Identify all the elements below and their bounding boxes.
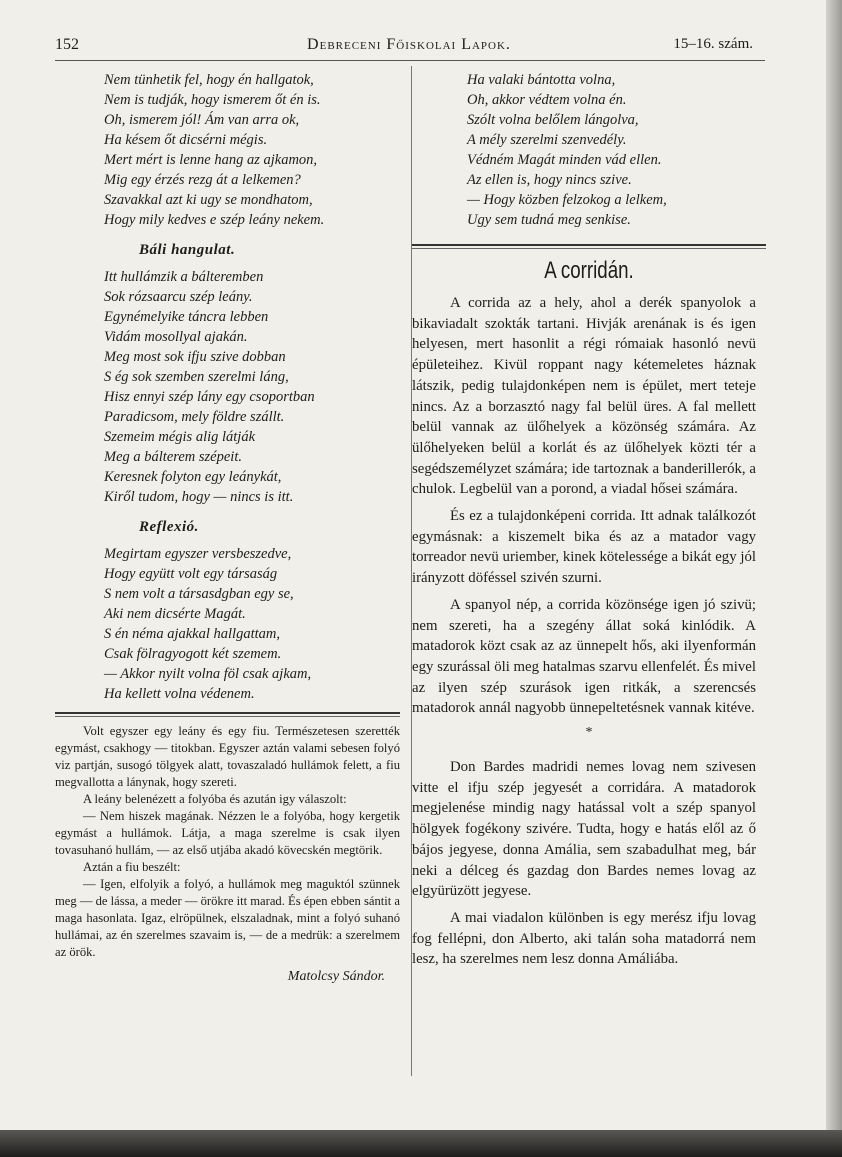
- poem-line: Ugy sem tudná meg senkise.: [467, 212, 631, 228]
- article-body-b: [412, 757, 766, 970]
- issue-number: 15–16. szám.: [673, 36, 753, 52]
- article-paragraph: És ez a tulajdonképeni corrida. Itt adnak találkozót egymásnak: a kiszemelt bika és az a matador vagy torreador nevü uriember, kinek kötelessége a bikát egy jól irányzott döféssel szivén szurni.: [412, 508, 756, 587]
- poem-title-bali-hangulat: Báli hangulat.: [139, 242, 236, 258]
- poem-line: Oh, akkor védtem volna én.: [467, 92, 627, 108]
- poem-line: Vidám mosollyal ajakán.: [104, 329, 248, 345]
- poem-line: Hogy együtt volt egy társaság: [104, 566, 278, 582]
- poem-line: Mert mért is lenne hang az ajkamon,: [104, 152, 318, 168]
- poem-line: Szólt volna belőlem lángolva,: [467, 112, 639, 128]
- page-number: 152: [55, 36, 79, 53]
- poem-line: Kiről tudom, hogy — nincs is itt.: [104, 489, 294, 505]
- section-rule-thin: [55, 716, 400, 717]
- poem-reflexio: [55, 544, 400, 704]
- poem-line: — Akkor nyilt volna föl csak ajkam,: [104, 666, 312, 682]
- section-rule: [55, 712, 400, 714]
- poem-line: Nem is tudják, hogy ismerem őt én is.: [104, 92, 321, 108]
- page-edge-bottom: [0, 1130, 842, 1157]
- poem-line: Keresnek folyton egy leánykát,: [104, 469, 282, 485]
- article-paragraph: A mai viadalon különben is egy merész ifju lovag fog fellépni, don Alberto, aki talán soha matadorrá nem lesz, ha szerelmes nem lesz donna Amáliába.: [412, 909, 756, 968]
- poem-line: Aki nem dicsérte Magát.: [104, 606, 246, 622]
- poem-line: Csak fölragyogott két szemem.: [104, 646, 282, 662]
- page-header: [55, 36, 763, 60]
- poem-line: S nem volt a társasdgban egy se,: [104, 586, 294, 602]
- article-paragraph: A spanyol nép, a corrida közönsége igen jó szivü; nem szereti, ha a szegény állat soká kinlódik. A matadorok közt csak az az ünnepelt hős, aki ilyenformán egy szurással öli meg hatalmas szarvu ellenfelét. És mivel az ilyen szép szurások igen ritkák, a szerencsés matadorok annál nagyobb ünnepeltetésnek vannak kitéve.: [412, 596, 756, 717]
- page-edge-right: [826, 0, 842, 1157]
- poem-line: Ha késem őt dicsérni mégis.: [104, 132, 268, 148]
- poem-line: A mély szerelmi szenvedély.: [467, 132, 627, 148]
- poem-line: Itt hullámzik a bálteremben: [104, 269, 264, 285]
- poem-line: Szavakkal azt ki ugy se mondhatom,: [104, 192, 313, 208]
- poem-line: Megirtam egyszer versbeszedve,: [104, 546, 292, 562]
- poem-bali-hangulat: [55, 267, 400, 507]
- poem-line: Az ellen is, hogy nincs szive.: [467, 172, 632, 188]
- story-paragraph: Aztán a fiu beszélt:: [83, 860, 181, 874]
- poem-line: Szemeim mégis alig látják: [104, 429, 256, 445]
- header-rule: [55, 60, 765, 61]
- poem-line: Nem tünhetik fel, hogy én hallgatok,: [104, 72, 314, 88]
- journal-title: Debreceni Főiskolai Lapok.: [307, 36, 511, 53]
- article-title: A corridán.: [544, 257, 634, 284]
- story-paragraph: A leány belenézett a folyóba és azután igy válaszolt:: [83, 792, 347, 806]
- story-text: [55, 723, 400, 961]
- story-paragraph: — Nem hiszek magának. Nézzen le a folyóba, hogy kergetik egymást a hullámok. Látja, a maga szerelme is csak ilyen tovasuhanó hullám, — az első utjába akadó kövecskén megtörik.: [55, 809, 400, 857]
- poem-line: Paradicsom, mely földre szállt.: [104, 409, 285, 425]
- poem-line: Oh, ismerem jól! Ám van arra ok,: [104, 112, 300, 128]
- section-rule-right-thin: [412, 248, 766, 249]
- author-signature: Matolcsy Sándor.: [287, 969, 385, 984]
- poem-line: Hisz ennyi szép lány egy csoportban: [104, 389, 315, 405]
- poem-continued-right: [412, 70, 766, 230]
- right-column: [412, 70, 766, 970]
- poem-line: Hogy mily kedves e szép leány nekem.: [104, 212, 325, 228]
- section-rule-right: [412, 244, 766, 246]
- article-paragraph: Don Bardes madridi nemes lovag nem szivesen vitte el ifju szép jegyesét a corridára. A matadorok megjelenése mindig nagy hatással volt a szép spanyol hölgyek fogékony szivére. Tudta, hogy e hatás elől az ő bájos jegyese, donna Amália, sem szabadulhat meg, bár neki a délceg és gazdag don Bardes nemes lovag az elgyürüzött jegyese.: [412, 759, 756, 900]
- poem-title-reflexio: Reflexió.: [139, 519, 199, 535]
- poem-line: Egynémelyike táncra lebben: [104, 309, 269, 325]
- article-body-a: [412, 293, 766, 719]
- poem-line: Ha kellett volna védenem.: [104, 686, 255, 702]
- poem-line: S ég sok szemben szerelmi láng,: [104, 369, 289, 385]
- article-paragraph: A corrida az a hely, ahol a derék spanyolok a bikaviadalt szokták tartani. Hivják arenának is és igen helyesen, mert hasonlit a régi rómaiak hasonló nevü épületeihez. Kivül roppant nagy kétemeletes háznak látszik, pedig tulajdonképen nem is épület, mert teteje nincs. Az a borzasztó nagy fal belül üres. A fal mellett belül vannak az ülőhelyek a közönség számára. Az ülőhelyeken belül a korlát és az ülőhelyek közti tér a segédszemélyzet számára; ide tartoznak a banderillerók, a chulok. Legbelül van a porond, a viadal hősei számára.: [412, 295, 756, 498]
- poem-line: S én néma ajakkal hallgattam,: [104, 626, 280, 642]
- poem-line: Ha valaki bántotta volna,: [467, 72, 616, 88]
- left-column: [55, 70, 400, 985]
- poem-continued: [55, 70, 400, 230]
- poem-line: Mig egy érzés rezg át a lelkemen?: [104, 172, 301, 188]
- poem-line: Sok rózsaarcu szép leány.: [104, 289, 253, 305]
- poem-line: Meg a bálterem szépeit.: [104, 449, 242, 465]
- section-star: *: [585, 725, 593, 741]
- story-paragraph: — Igen, elfolyik a folyó, a hullámok meg maguktól szünnek meg — de lássa, a meder — örökre itt marad. És épen ebben sántit a maga hasonlata. Igaz, elröpülnek, elszaladnak, mint a folyó suhanó hullámai, az én szerelmes szavaim is, — de a medrük: a szerelmem az örök.: [55, 877, 400, 959]
- poem-line: Meg most sok ifju szive dobban: [104, 349, 286, 365]
- poem-line: Védném Magát minden vád ellen.: [467, 152, 662, 168]
- poem-line: — Hogy közben felzokog a lelkem,: [467, 192, 667, 208]
- story-paragraph: Volt egyszer egy leány és egy fiu. Természetesen szerették egymást, csakhogy — titokban. Egyszer aztán valami sebesen folyó viz partján, susogó tölgyek alatt, tovaszaladó hullámok felett, a fiu megvallotta a lánynak, hogy szereti.: [55, 724, 400, 789]
